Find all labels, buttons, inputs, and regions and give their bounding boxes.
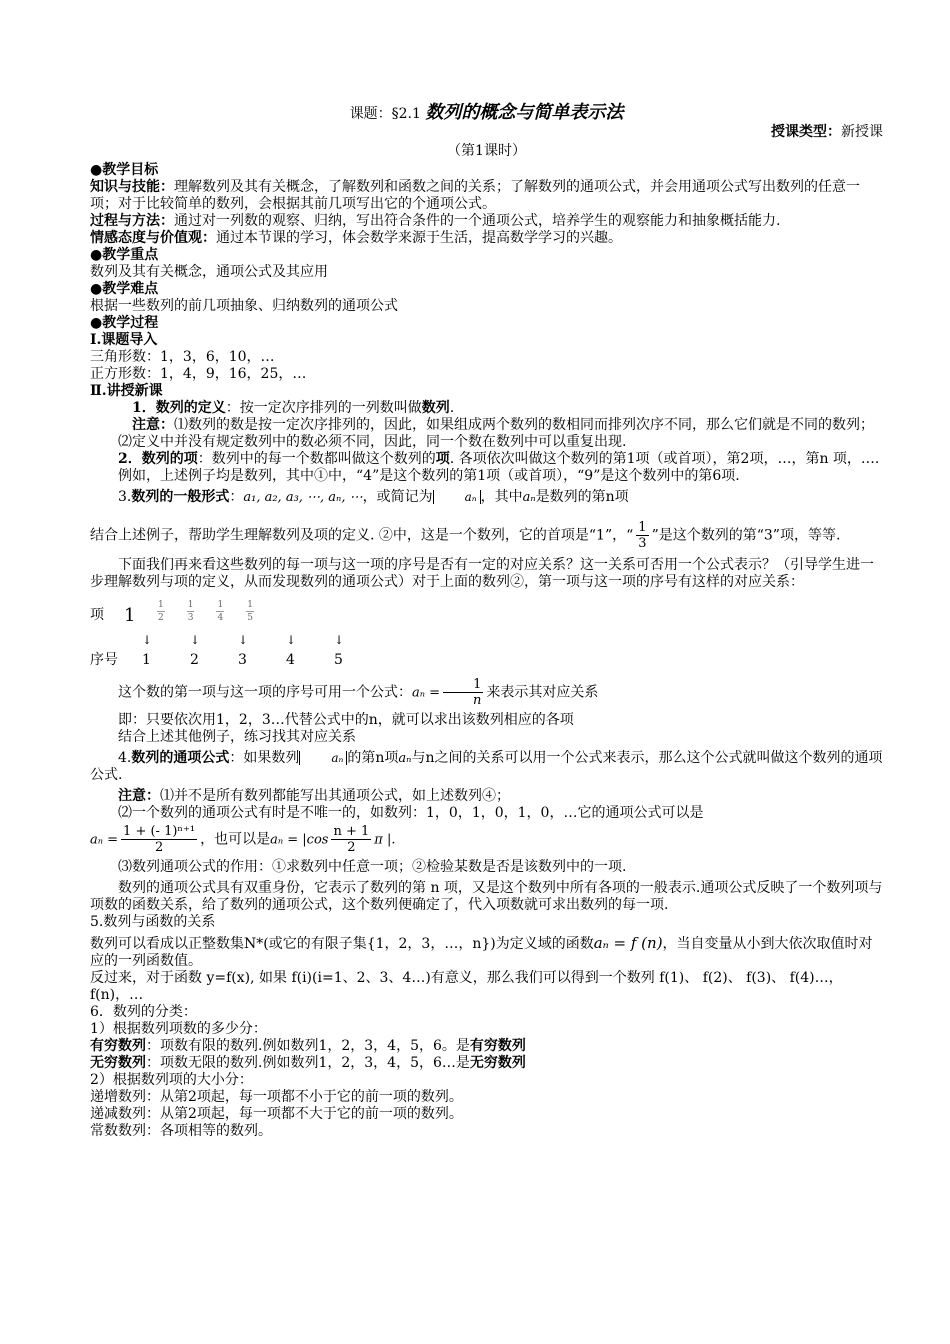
formula-def-text-3: 与n之间的关系可以用一个公式来表示，那么这个公式就叫做这个数列的通项公式. bbox=[90, 750, 883, 783]
process-text: 通过对一列数的观察、归纳，写出符合条件的一个通项公式，培养学生的观察能力和抽象概括能力. bbox=[174, 213, 781, 229]
knowledge-text: 理解数列及其有关概念，了解数列和函数之间的关系；了解数列的通项公式，并会用通项公式写出数列的任意一项；对于比较简单的数列，会根据其前几项写出它的个通项公式。 bbox=[90, 179, 860, 212]
replace-paragraph: 即：只要依次用1，2，3…代替公式中的n，就可以求出该数列相应的各项 bbox=[118, 712, 574, 728]
note2-paragraph-3: ⑶数列通项公式的作用：①求数列中任意一项；②检验某数是否是该数列中的一项. bbox=[118, 859, 627, 875]
sequence-values bbox=[142, 652, 382, 669]
def-text: ：按一定次序排列的一列数叫做 bbox=[225, 400, 422, 416]
item-fraction bbox=[246, 599, 254, 624]
note2-paragraph-2: ⑵一个数列的通项公式有时是不唯一的，如数列：1，0，1，0，1，0，…它的通项公式可以是 bbox=[118, 805, 704, 821]
formula-den: n bbox=[473, 693, 482, 708]
lesson-period: （第1课时） bbox=[447, 143, 526, 159]
func-text-1: 数列可以看成以正整数集N*(或它的有限子集{1，2，3，…，n})为定义域的函数 bbox=[90, 936, 594, 952]
gf-mid: ，也可以是 bbox=[200, 831, 271, 848]
formula-def-an: aₙ bbox=[398, 751, 412, 766]
class-1: 1）根据数列项数的多少分： bbox=[90, 1021, 267, 1037]
func-paragraph bbox=[90, 935, 883, 970]
combine-fraction bbox=[636, 520, 648, 551]
item-fraction-den: 5 bbox=[247, 613, 253, 623]
down-arrow-icon: ↓ bbox=[238, 633, 249, 647]
title-prefix: 课题：§2.1 bbox=[349, 106, 421, 122]
func-heading: 5.数列与函数的关系 bbox=[90, 914, 216, 930]
general-num: 3. bbox=[118, 489, 132, 505]
note-1: ⑴数列的数是按一定次序排列的，因此，如果组成两个数列的数相同而排列次序不同，那么它们就是不同的数列； bbox=[174, 417, 874, 433]
emotion-text: 通过本节课的学习，体会数学来源于生活，提高数学学习的兴趣。 bbox=[216, 230, 622, 246]
lesson-type-value: 新授课 bbox=[841, 124, 883, 140]
formula-text-1: 这个数的第一项与这一项的序号可用一个公式： bbox=[118, 684, 412, 701]
class-heading: 6．数列的分类： bbox=[90, 1004, 197, 1020]
def-num: 1． bbox=[132, 400, 156, 416]
look-paragraph: 下面我们再来看这些数列的每一项与这一项的序号是否有一定的对应关系？这一关系可否用一个公式表示？（引导学生进一步理解数列与项的定义，从而发现数列的通项公式）对于上面的数列②，第一项与这一项的序号有这样的对应关系： bbox=[90, 557, 874, 590]
increasing-paragraph: 递增数列：从第2项起，每一项都不小于它的前一项的数列。 bbox=[90, 1089, 463, 1105]
document-page bbox=[90, 100, 883, 1140]
gf-tail: π |. bbox=[374, 832, 396, 848]
general-an: aₙ bbox=[522, 490, 536, 505]
gf-den-2: 2 bbox=[347, 840, 356, 855]
note-label: 注意： bbox=[132, 417, 174, 433]
general-text-4: 是数列的第n项 bbox=[535, 489, 629, 505]
formula-fraction bbox=[443, 677, 483, 708]
note2-label: 注意： bbox=[118, 788, 160, 804]
sequence-value: 1 bbox=[142, 652, 151, 668]
lesson-title bbox=[90, 104, 883, 126]
sequence-value: 4 bbox=[286, 652, 295, 668]
infinite-bold: 无穷数列 bbox=[469, 1055, 526, 1071]
general-label: 数列的一般形式 bbox=[131, 489, 230, 505]
sequence-value: 3 bbox=[238, 652, 247, 668]
item-fraction-den: 3 bbox=[187, 613, 194, 623]
infinite-text: ：项数无限的数列.例如数列1，2，3，4，5，6…是 bbox=[146, 1055, 470, 1071]
knowledge-paragraph bbox=[90, 179, 883, 213]
item-fraction bbox=[216, 599, 224, 624]
process-label: 过程与方法： bbox=[90, 213, 174, 229]
sequence-label: 序号 bbox=[90, 652, 118, 668]
sequence-row bbox=[90, 652, 883, 669]
formula-def-num: 4. bbox=[118, 750, 132, 766]
formula-paragraph bbox=[90, 677, 883, 708]
formula-def-paragraph bbox=[90, 750, 883, 784]
general-text-2: ，或简记为 bbox=[362, 489, 433, 505]
general-form-paragraph bbox=[90, 489, 883, 506]
item-bold: 项 bbox=[435, 451, 450, 467]
key-heading: ●教学重点 bbox=[90, 247, 159, 263]
finite-bold: 有穷数列 bbox=[469, 1038, 526, 1054]
gf-fraction-2 bbox=[331, 824, 371, 855]
formula-num: 1 bbox=[443, 677, 483, 693]
item-label: 数列的项 bbox=[141, 451, 198, 467]
note2-1: ⑴并不是所有数列都能写出其通项公式，如上述数列④； bbox=[160, 788, 510, 804]
gf-fraction bbox=[121, 824, 197, 855]
emotion-paragraph bbox=[90, 230, 883, 247]
combine-den: 3 bbox=[638, 536, 647, 551]
finite-label: 有穷数列 bbox=[90, 1038, 146, 1054]
class-2: 2）根据数列项的大小分： bbox=[90, 1072, 253, 1088]
item-row bbox=[90, 599, 883, 624]
finite-paragraph bbox=[90, 1038, 883, 1055]
item-fraction-num: 1 bbox=[158, 600, 164, 610]
arrow-row bbox=[142, 632, 883, 650]
combine-paragraph bbox=[90, 520, 883, 551]
definition-paragraph bbox=[90, 400, 883, 417]
intro-heading: Ⅰ.课题导入 bbox=[90, 332, 158, 348]
down-arrow-icon: ↓ bbox=[334, 633, 345, 647]
objectives-heading: ●教学目标 bbox=[90, 162, 159, 178]
knowledge-label: 知识与技能： bbox=[90, 179, 174, 195]
gf-lhs-2: aₙ = |cos bbox=[270, 832, 329, 848]
item-fraction-den: 4 bbox=[217, 613, 224, 623]
item-fraction bbox=[187, 599, 195, 624]
process-heading: ●教学过程 bbox=[90, 315, 159, 331]
formula-def-brace: aₙ bbox=[299, 751, 347, 765]
difficulty-heading: ●教学难点 bbox=[90, 281, 159, 297]
item-paragraph bbox=[90, 451, 883, 468]
lesson-type bbox=[90, 124, 883, 141]
item-row-first: 1 bbox=[124, 605, 136, 626]
reverse-paragraph: 反过来，对于函数 y=f(x), 如果 f(i)(i=1、2、3、4…)有意义，那么我们可以得到一个数列 f(1)、 f(2)、 f(3)、 f(4)…， f(n)，… bbox=[90, 970, 843, 1003]
item-fraction bbox=[157, 599, 165, 624]
sequence-value: 2 bbox=[190, 652, 199, 668]
sequence-value: 5 bbox=[334, 652, 343, 668]
difficulty-text: 根据一些数列的前几项抽象、归纳数列的通项公式 bbox=[90, 298, 398, 314]
formula-def-text-2: 的第n项 bbox=[347, 750, 399, 766]
general-formula: a₁, a₂, a₃, ⋯, aₙ, ⋯ bbox=[243, 490, 363, 505]
item-fraction-den: 2 bbox=[158, 613, 164, 623]
gf-num: 1 + (- 1)ⁿ⁺¹ bbox=[123, 824, 196, 839]
general-brace: aₙ bbox=[433, 490, 481, 504]
formula-lhs: aₙ = bbox=[412, 685, 441, 701]
def-end: . bbox=[449, 400, 455, 416]
item-fractions bbox=[146, 599, 265, 624]
lesson-type-label: 授课类型： bbox=[771, 124, 841, 140]
item-fraction-num: 1 bbox=[217, 600, 224, 610]
combine-num: 1 bbox=[638, 520, 647, 535]
combine-text-1: 结合上述例子，帮助学生理解数列及项的定义. ②中，这是一个数列，它的首项是“1”，“ bbox=[90, 527, 634, 544]
square-numbers: 正方形数：1，4，9，16，25，… bbox=[90, 366, 307, 382]
item-text-2: . 各项依次叫做这个数列的第1项（或首项），第2项，…，第n 项，…. bbox=[449, 451, 880, 467]
general-formula-line bbox=[90, 824, 883, 855]
practice-paragraph: 结合上述其他例子，练习找其对应关系 bbox=[118, 729, 356, 745]
finite-text: ：项数有限的数列.例如数列1，2，3，4，5，6。是 bbox=[146, 1038, 470, 1054]
dual-paragraph: 数列的通项公式具有双重身份，它表示了数列的第 n 项，又是这个数列中所有各项的一般表示.通项公式反映了一个数列项与项数的函数关系，给了数列的通项公式，这个数列便确定了，代入项数就可求出数列的每一项. bbox=[90, 880, 883, 913]
note-paragraph-2: ⑵定义中并没有规定数列中的数必须不同，因此，同一个数在数列中可以重复出现. bbox=[118, 434, 627, 450]
formula-def-text: ：如果数列 bbox=[229, 750, 300, 766]
item-fraction-num: 1 bbox=[187, 600, 194, 610]
infinite-label: 无穷数列 bbox=[90, 1055, 146, 1071]
item-num: 2． bbox=[118, 451, 142, 467]
title-main: 数列的概念与简单表示法 bbox=[425, 102, 624, 123]
gf-num-2: n + 1 bbox=[333, 824, 370, 839]
example-paragraph: 例如，上述例子均是数列，其中①中，“4”是这个数列的第1项（或首项），“9”是这个数列中的第6项. bbox=[118, 468, 740, 484]
key-text: 数列及其有关概念，通项公式及其应用 bbox=[90, 264, 328, 280]
item-text: ：数列中的每一个数都叫做这个数列的 bbox=[197, 451, 436, 467]
down-arrow-icon: ↓ bbox=[190, 633, 201, 647]
down-arrow-icon: ↓ bbox=[286, 633, 297, 647]
new-lesson-heading: Ⅱ.讲授新课 bbox=[90, 383, 163, 399]
note2-paragraph-1 bbox=[90, 788, 883, 805]
process-paragraph bbox=[90, 213, 883, 230]
formula-def-label: 数列的通项公式 bbox=[131, 750, 230, 766]
emotion-label: 情感态度与价值观： bbox=[90, 230, 216, 246]
decreasing-paragraph: 递减数列：从第2项起，每一项都不大于它的前一项的数列。 bbox=[90, 1106, 463, 1122]
infinite-paragraph bbox=[90, 1055, 883, 1072]
combine-text-2: ”是这个数列的第“3”项，等等. bbox=[651, 527, 841, 544]
constant-paragraph: 常数数列：各项相等的数列。 bbox=[90, 1123, 272, 1139]
def-label: 数列的定义 bbox=[155, 400, 226, 416]
func-formula: aₙ = f (n) bbox=[593, 934, 663, 952]
gf-den: 2 bbox=[154, 840, 164, 855]
formula-text-2: 来表示其对应关系 bbox=[486, 684, 599, 701]
item-fraction-num: 1 bbox=[247, 600, 253, 610]
general-text-3: ，其中 bbox=[480, 489, 523, 505]
general-text: ： bbox=[229, 489, 244, 505]
gf-lhs: aₙ = bbox=[90, 832, 119, 848]
item-row-label: 项 bbox=[90, 607, 104, 623]
def-bold: 数列 bbox=[421, 400, 450, 416]
down-arrow-icon: ↓ bbox=[142, 633, 153, 647]
func-text-2: ，当自变量从小到大依次取值时对应的一列函数值。 bbox=[90, 936, 873, 969]
note-paragraph-1 bbox=[90, 417, 883, 434]
triangle-numbers: 三角形数：1，3，6，10，… bbox=[90, 349, 275, 365]
